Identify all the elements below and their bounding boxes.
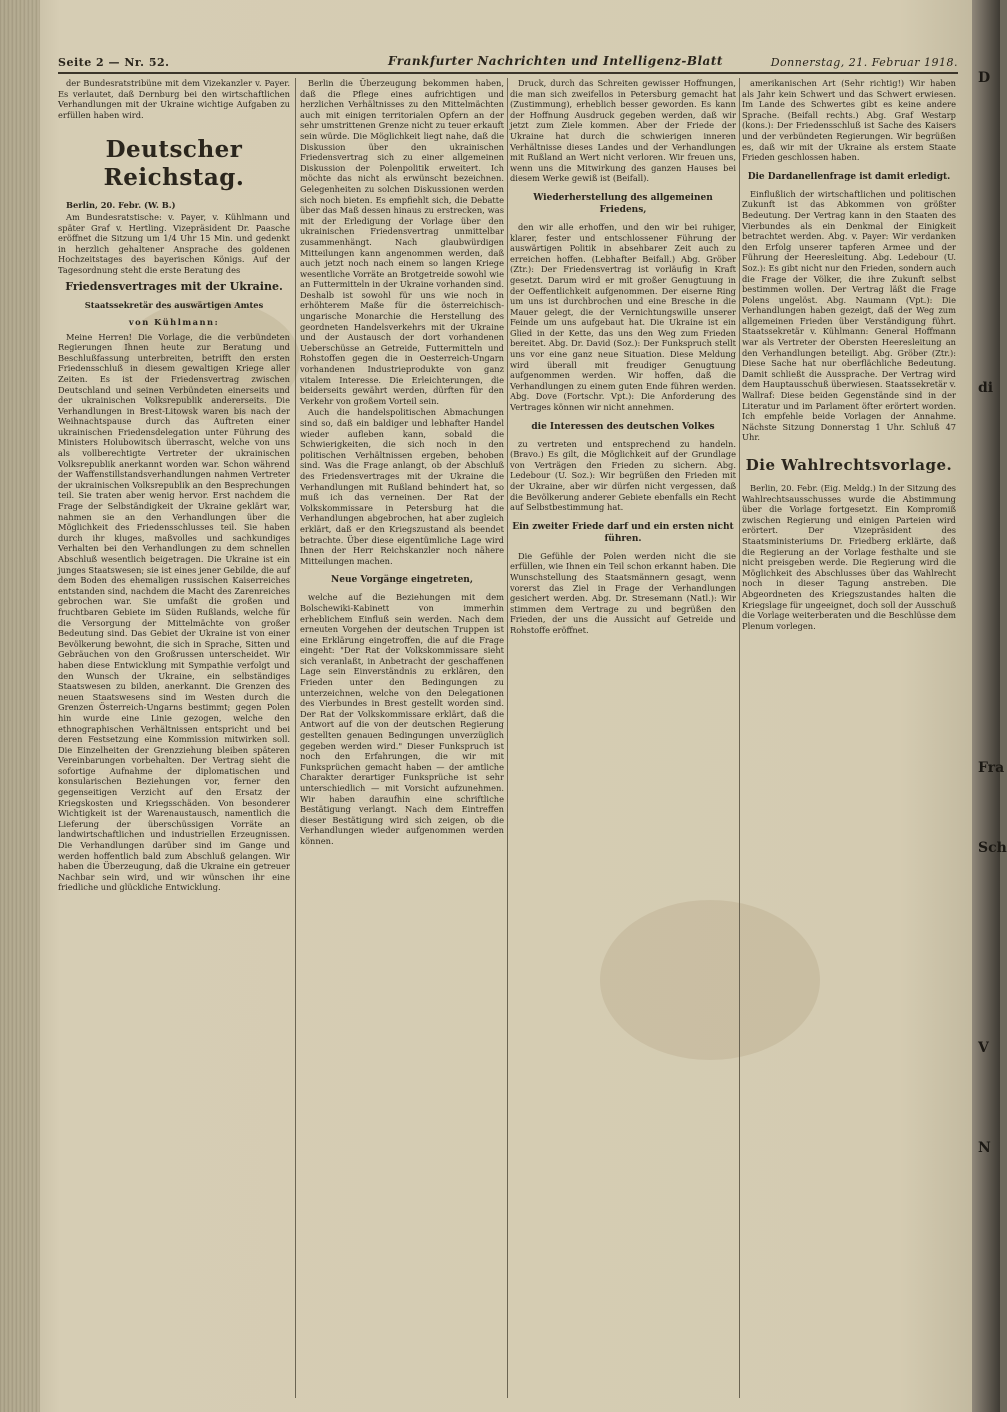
edge-letter: D (978, 70, 991, 86)
article-text: Am Bundesratstische: v. Payer, v. Kühlmann und später Graf v. Hertling. Vizepräsident Dr. Paasche eröffnet die Sitzung um 1/4 Uhr 15 Min. und gedenkt in herzlich gehaltener Ansprache des goldenen Hochzeitstages des bayerischen Königs. Auf der Tagesordnung steht die erste Beratung des (58, 211, 290, 275)
article-text: Berlin die Überzeugung bekommen haben, daß die Pflege eines aufrichtigen und herzlichen Verhältnisses zu den Mittelmächten auch mit einigen territorialen Opfern an der sehr umstrittenen Grenze nicht zu teuer erkauft sein würde. Die Möglichkeit liegt nahe, daß die Diskussion über den ukrainischen Friedensvertrag sich zu einer allgemeinen Diskussion der Polenpolitik erweitert. Ich möchte das nicht als erwünscht bezeichnen. Gelegenheiten zu solchen Diskussionen werden sich noch bieten. Es empfiehlt sich, die Debatte über das Maß dessen hinaus zu erstrecken, was mit der Erledigung der Vorlage über den ukrainischen Friedensvertrag unmittelbar zusammenhängt. Nach glaubwürdigen Mitteilungen kann angenommen werden, daß auch jetzt noch nach einem so langen Kriege wesentliche Vorräte an Brotgetreide sowohl wie an Futtermitteln in der Ukraine vorhanden sind. Deshalb ist sowohl für uns wie noch in erhöhterem Maße für die österreichisch-ungarische Monarchie die Herstellung des geordneten Handelsverkehrs mit der Ukraine und der Austausch der dort vorhandenen Ueberschüsse an Getreide, Futtermitteln und Rohstoffen gegen die in Oesterreich-Ungarn vorhandenen Industrieprodukte von ganz vitalem Interesse. Die Erleichterungen, die beiderseits gewährt werden, dürften für den Verkehr von großem Vorteil sein. (300, 78, 504, 406)
dateline: Berlin, 20. Febr. (W. B.) (66, 200, 176, 211)
issue-date: Donnerstag, 21. Februar 1918. (770, 56, 958, 69)
page-number: Seite 2 — Nr. 52. (58, 56, 170, 69)
article-text: Die Gefühle der Polen werden nicht die sie erfüllen, wie Ihnen ein Teil schon erkannt haben. Die Wunschstellung des Staatsmännern gesagt, wenn vorerst das Ziel in Frage der Verhandlungen gesichert werden. Abg. Dr. Stresemann (Natl.): Wir stimmen dem Vertrage zu und begrüßen den Frieden, der uns die Aussicht auf Getreide und Rohstoffe eröffnet. (510, 550, 736, 635)
column-divider (739, 78, 740, 1398)
article-text: Einflußlich der wirtschaftlichen und politischen Zukunft ist das Abkommen von größter Bedeutung. Der Vertrag kann in den Staaten des Vierbundes als ein Denkmal der Einigkeit betrachtet werden. Abg. v. Payer: Wir verdanken den Erfolg unserer tapferen Armee und der Führung der Heeresleitung. Abg. Ledebour (U. Soz.): Es gibt nicht nur den Frieden, sondern auch die Frage der Völker, die ihre Zukunft selbst bestimmen wollen. Der Vertrag läßt die Frage Polens ungelöst. Abg. Naumann (Vpt.): Die Verhandlungen haben gezeigt, daß der Weg zum allgemeinen Frieden über Verständigung führt. Staatssekretär v. Kühlmann: General Hoffmann war als Vertreter der Obersten Heeresleitung an den Verhandlungen beteiligt. Abg. Gröber (Ztr.): Diese Sache hat nur oberflächliche Bedeutung. Damit schließt die Aussprache. Der Vertrag wird dem Hauptausschuß überwiesen. Staatssekretär v. Wallraf: Diese beiden Gegenstände sind in der Literatur und im Parlament öfter erörtert worden. Ich empfehle beide Vorlagen der Annahme. Nächste Sitzung Donnerstag 1 Uhr. Schluß 47 Uhr. (742, 188, 956, 443)
column-1 (58, 78, 290, 1398)
header-rule (58, 72, 958, 74)
column-2 (300, 78, 504, 1398)
article-text: Meine Herren! Die Vorlage, die die verbündeten Regierungen Ihnen heute zur Beratung und Beschlußfassung unterbreiten, betrifft den ersten Friedensschluß in diesem gewaltigen Kriege aller Zeiten. Es ist der Friedensvertrag zwischen Deutschland und seinen Verbündeten einerseits und der ukrainischen Volksrepublik andererseits. Die Verhandlungen in Brest-Litowsk waren bis nach der Weihnachtspause durch das Auftreten einer ukrainischen Friedensdelegation unter Führung des Ministers Holubowitsch überrascht, welche von uns als vollberechtigte Vertreter der ukrainischen Volksrepublik anerkannt worden war. Schon während der Waffenstillstandsverhandlungen nahmen Vertreter der ukrainischen Volksrepublik an den Besprechungen teil. Sie traten aber wenig hervor. Erst nachdem die Frage der Selbständigkeit der Ukraine geklärt war, nahmen sie an den Verhandlungen über die Möglichkeit des Friedensschlusses teil. Sie haben durch ihr kluges, maßvolles und sachkundiges Verhalten bei den Verhandlungen zu dem schnellen Abschluß wesentlich beigetragen. Die Ukraine ist ein junges Staatswesen; sie ist eines jener Gebilde, die auf dem Boden des ehemaligen russischen Kaiserreiches entstanden sind, nachdem die Macht des Zarenreiches gebrochen war. Sie umfaßt die großen und fruchtbaren Gebiete im Süden Rußlands, welche für die Versorgung der Mittelmächte von großer Bedeutung sind. Das Gebiet der Ukraine ist von einer Bevölkerung bewohnt, die sich in Sprache, Sitten und Gebräuchen von den Großrussen unterscheidet. Wir haben diese Entwicklung mit Sympathie verfolgt und den Wunsch der Ukraine, ein selbständiges Staatswesen zu bilden, anerkannt. Die Grenzen des neuen Staatswesens sind im Westen durch die Grenzen Österreich-Ungarns bestimmt; gegen Polen hin wurde eine Linie gezogen, welche den ethnographischen Verhältnissen entspricht und bei deren Festsetzung eine Kommission mitwirken soll. Die Einzelheiten der Grenzziehung bleiben späteren Vereinbarungen vorbehalten. Der Vertrag sieht die sofortige Aufnahme der diplomatischen und konsularischen Beziehungen vor, ferner den gegenseitigen Verzicht auf den Ersatz der Kriegskosten und Kriegsschäden. Von besonderer Wichtigkeit ist der Warenaustausch, namentlich die Lieferung der überschüssigen Vorräte an landwirtschaftlichen und industriellen Erzeugnissen. Die Verhandlungen darüber sind im Gange und werden hoffentlich bald zum Abschluß gelangen. Wir haben die Überzeugung, daß die Ukraine ein getreuer Nachbar sein wird, und wir wünschen ihr eine friedliche und glückliche Entwicklung. (58, 331, 290, 893)
edge-letter: Sch (978, 840, 1007, 856)
edge-letter: V (978, 1040, 989, 1056)
edge-letter: Fra (978, 760, 1005, 776)
masthead-title: Frankfurter Nachrichten und Intelligenz-Blatt (388, 54, 723, 68)
page-binding (0, 0, 40, 1412)
article-text: zu vertreten und entsprechend zu handeln. (Bravo.) Es gilt, die Möglichkeit auf der Grundlage von Verträgen den Frieden zu sichern. Abg. Ledebour (U. Soz.): Wir begrüßen den Frieden mit der Ukraine, aber wir dürfen nicht vergessen, daß die Bevölkerung anderer Gebiete ebenfalls ein Recht auf Selbstbestimmung hat. (510, 438, 736, 513)
edge-letter: N (978, 1140, 991, 1156)
speaker-name: von Kühlmann: (128, 316, 220, 327)
column-3 (510, 78, 736, 1398)
section-heading: die Interessen des deutschen Volkes (531, 421, 715, 432)
column-divider (507, 78, 508, 1398)
article-text: der Bundesratstribüne mit dem Vizekanzler v. Payer. Es verlautet, daß Dernburg bei den wirtschaftlichen Verhandlungen mit der Ukraine wichtige Aufgaben zu erfüllen haben wird. (58, 78, 290, 120)
adjacent-page-edge (972, 0, 1007, 1412)
speaker-title: Staatssekretär des auswärtigen Amtes (84, 299, 264, 310)
article-text: Druck, durch das Schreiten gewisser Hoffnungen, die man sich zweifellos in Petersburg gemacht hat (Zustimmung), erheblich besser geworden. Es kann der Hoffnung Ausdruck gegeben werden, daß wir jetzt zum Ziele kommen. Aber der Friede der Ukraine hat durch die schwierigen inneren Verhältnisse dieses Landes und der Verhandlungen mit Rußland an Wert nicht verloren. Wir freuen uns, wenn uns die Mitwirkung des ganzen Hauses bei diesem Werke gewiß ist (Beifall). (510, 78, 736, 184)
article-text: amerikanischen Art (Sehr richtig!) Wir haben als Jahr kein Schwert und das Schwert erwiesen. Im Lande des Schwertes gibt es keine andere Sprache. (Beifall rechts.) Abg. Graf Westarp (kons.): Der Friedensschluß ist Sache des Kaisers und der verbündeten Regierungen. Wir begrüßen es, daß wir mit der Ukraine als erstem Staate Frieden geschlossen haben. (742, 78, 956, 163)
article-text: den wir alle erhoffen, und den wir bei ruhiger, klarer, fester und entschlossener Führung der auswärtigen Politik in absehbarer Zeit auch zu erreichen hoffen. (Lebhafter Beifall.) Abg. Gröber (Ztr.): Der Friedensvertrag ist vorläufig in Kraft gesetzt. Darum wird er mit großer Genugtuung in der Oeffentlichkeit aufgenommen. Der eiserne Ring um uns ist durchbrochen und eine Breschе in die Mauer gelegt, die der Vernichtungswille unserer Feinde um uns aufgebaut hat. Die Ukraine ist ein Glied in der Kette, das uns den Weg zum Frieden bereitet. Abg. Dr. David (Soz.): Der Funkspruch stellt uns vor eine ganz neue Situation. Diese Meldung wird überall mit freudiger Genugtuung aufgenommen werden. Wir hoffen, daß die Verhandlungen zu einem guten Ende führen werden. Abg. Dove (Fortschr. Vpt.): Die Anforderung des Vertrages können wir nicht annehmen. (510, 221, 736, 413)
article-text: Berlin, 20. Febr. (Eig. Meldg.) In der Sitzung des Wahlrechtsausschusses wurde die Abstimmung über die Vorlage fortgesetzt. Ein Kompromiß zwischen Regierung und einigen Parteien wird erörtert. Der Vizepräsident des Staatsministeriums Dr. Friedberg erklärte, daß die Regierung an der Vorlage festhalte und sie nicht preisgeben werde. Die Regierung wird die Möglichkeit des Abschlusses über das Wahlrecht noch in dieser Tagung anstreben. Die Abgeordneten des Kriegszustandes halten die Kriegslage für ungeeignet, doch soll der Ausschuß die Vorlage weiterberaten und die Beschlüsse dem Plenum vorlegen. (742, 483, 956, 631)
column-divider (295, 78, 296, 1398)
section-heading: Die Dardanellenfrage ist damit erledigt. (747, 171, 951, 182)
edge-letter: di (978, 380, 994, 396)
section-heading: Wiederherstellung des allgemeinen Friedens, (533, 192, 713, 215)
section-heading: Ein zweiter Friede darf und ein ersten nicht führen. (512, 521, 734, 544)
article-text: welche auf die Beziehungen mit dem Bolschewiki-Kabinett von immerhin erheblichem Einfluß sein werden. Nach dem erneuten Vorgehen der deutschen Truppen ist eine Erklärung eingetroffen, die auf die Frage eingeht: "Der Rat der Volkskommissare sieht sich veranlaßt, in Anbetracht der geschaffenen Lage sein Einverständnis zu erklären, den Frieden unter den Bedingungen zu unterzeichnen, welche von den Delegationen des Vierbundes in Brest gestellt worden sind. Der Rat der Volkskommissare erklärt, daß die Antwort auf die von der deutschen Regierung gestellten genauen Bedingungen unverzüglich gegeben werden wird." Dieser Funkspruch ist noch den Erfahrungen, die wir mit Funksprüchen gemacht haben — der amtliche Charakter derartiger Funksprüche ist sehr unterschiedlich — mit Vorsicht aufzunehmen. Wir haben daraufhin eine schriftliche Bestätigung verlangt. Nach dem Eintreffen dieser Bestätigung wird sich zeigen, ob die Verhandlungen wieder aufgenommen werden können. (300, 592, 504, 846)
column-4 (742, 78, 956, 1398)
article-text: Auch die handelspolitischen Abmachungen sind so, daß ein baldiger und lebhafter Handel wieder aufleben kann, sobald die Schwierigkeiten, die sich noch in den politischen Verhältnissen ergeben, behoben sind. Was die Frage anlangt, ob der Abschluß des Friedensvertrages mit der Ukraine die Verhandlungen mit Rußland behindert hat, so muß ich das verneinen. Der Rat der Volkskommissare in Petersburg hat die Verhandlungen abgebrochen, hat aber zugleich erklärt, daß er den Kriegszustand als beendet betrachte. Über diese eigentümliche Lage wird Ihnen der Herr Reichskanzler noch nähere Mitteilungen machen. (300, 407, 504, 566)
article-title: Die Wahlrechtsvorlage. (745, 456, 953, 474)
section-heading: Friedensvertrages mit der Ukraine. (65, 279, 283, 293)
page-header (58, 52, 958, 72)
section-heading: Neue Vorgänge eingetreten, (331, 575, 473, 586)
article-title: Deutscher Reichstag. (103, 136, 245, 192)
